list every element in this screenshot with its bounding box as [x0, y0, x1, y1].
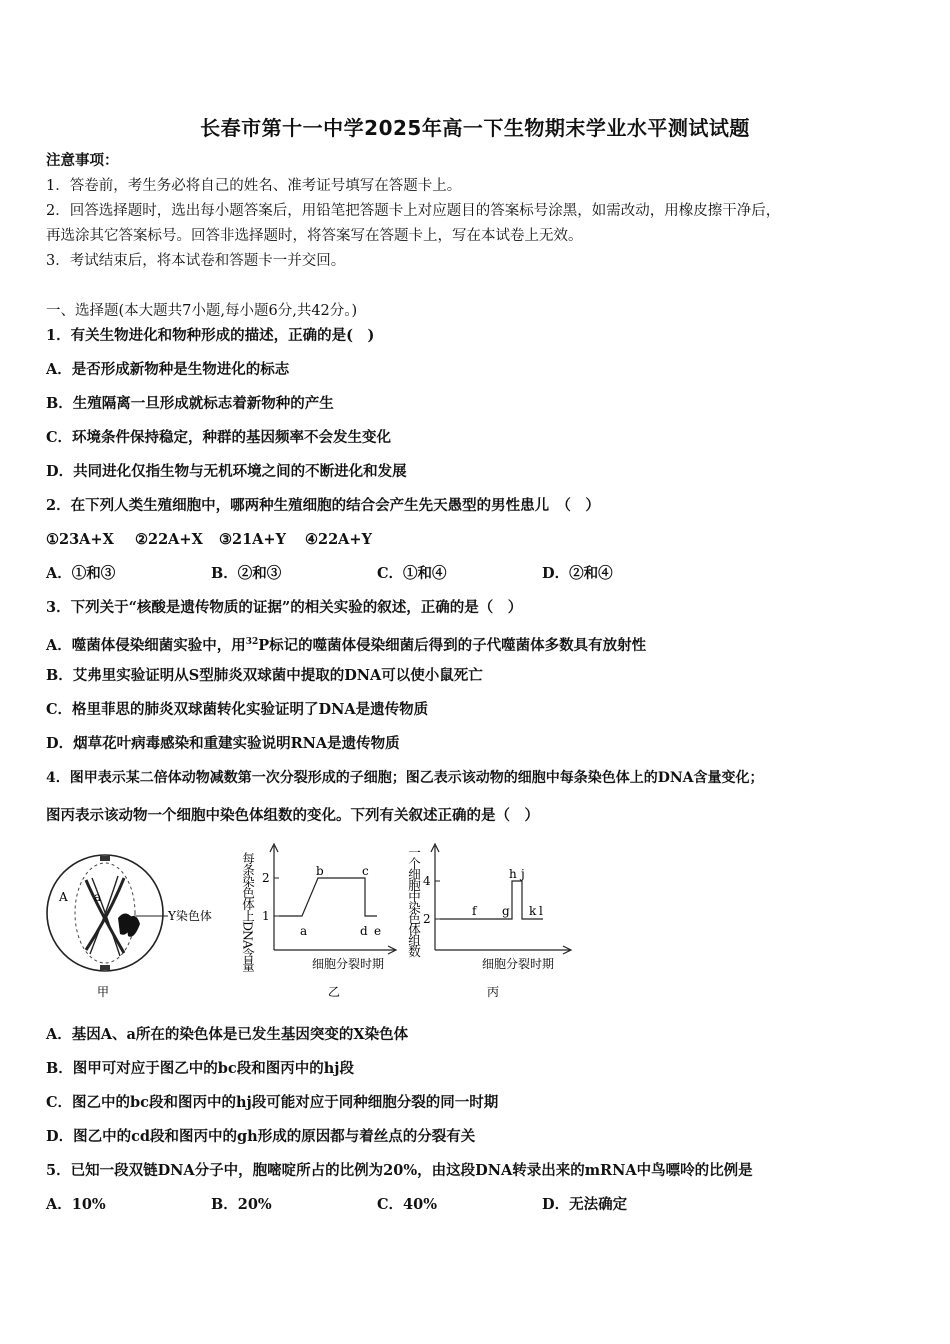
notice-heading: 注意事项：	[46, 152, 119, 169]
question-5-options	[46, 1195, 746, 1215]
question-4-stem: 4．图甲表示某二倍体动物减数第一次分裂形成的子细胞；图乙表示该动物的细胞中每条染色体上的DNA含量变化；	[46, 770, 764, 786]
question-5-option-d: D．无法确定	[542, 1196, 628, 1213]
bing-point-j: j	[521, 867, 525, 881]
cell-option: ③21A+Y	[219, 531, 286, 548]
yi-tick-2: 2	[262, 871, 270, 885]
bing-point-l: l	[539, 904, 543, 918]
question-3-stem: 3．下列关于“核酸是遗传物质的证据”的相关实验的叙述，正确的是（ ）	[46, 599, 523, 616]
yi-point-e: e	[374, 924, 382, 938]
question-5-option-b: B．20%	[211, 1196, 272, 1213]
bing-x-axis-label: 细胞分裂时期	[482, 957, 555, 971]
figure-caption-yi: 乙	[328, 985, 341, 999]
yi-tick-1: 1	[262, 909, 270, 923]
figure-caption-jia: 甲	[97, 985, 110, 999]
question-4-figure	[40, 838, 600, 1008]
bing-tick-2: 2	[423, 912, 431, 926]
question-2-stem: 2．在下列人类生殖细胞中，哪两种生殖细胞的结合会产生先天愚型的男性患儿 （ ）	[46, 497, 600, 514]
graph-yi	[241, 844, 397, 999]
question-4-option-c: C．图乙中的bc段和图丙中的hj段可能对应于同种细胞分裂的同一时期	[46, 1094, 499, 1111]
bing-y-axis-label: 一个细胞中染色体组数	[406, 846, 422, 956]
notice-item: 3．考试结束后，将本试卷和答题卡一并交回。	[46, 253, 346, 269]
question-3-option-d: D．烟草花叶病毒感染和重建实验说明RNA是遗传物质	[46, 735, 400, 752]
gene-label-A: A	[59, 890, 68, 904]
notice-item: 2．回答选择题时，选出每小题答案后，用铅笔把答题卡上对应题目的答案标号涂黑，如需改动，用橡皮擦干净后，	[46, 203, 781, 219]
yi-point-c: c	[362, 864, 369, 878]
cell-option: ②22A+X	[135, 531, 203, 548]
cell-option: ④22A+Y	[305, 531, 372, 548]
question-5-stem: 5．已知一段双链DNA分子中，胞嘧啶所占的比例为20%，由这段DNA转录出来的mRNA中鸟嘌呤的比例是	[46, 1162, 753, 1179]
question-1-stem: 1．有关生物进化和物种形成的描述，正确的是( )	[46, 327, 375, 344]
section-heading: 一、选择题(本大题共7小题,每小题6分,共42分。)	[46, 303, 358, 319]
question-3-option-b: B．艾弗里实验证明从S型肺炎双球菌中提取的DNA可以使小鼠死亡	[46, 667, 483, 684]
bing-point-h: h	[509, 867, 517, 881]
bing-point-f: f	[472, 904, 477, 918]
question-5-option-a: A．10%	[46, 1196, 106, 1213]
question-2-option-c: C．①和④	[377, 565, 447, 582]
question-2-option-b: B．②和③	[211, 565, 282, 582]
question-2-option-d: D．②和④	[542, 565, 613, 582]
yi-point-b: b	[316, 864, 324, 878]
cell-option: ①23A+X	[46, 531, 114, 548]
bing-point-k: k	[529, 904, 537, 918]
graph-bing	[407, 844, 572, 999]
bing-point-g: g	[502, 904, 510, 918]
question-2-option-a: A．①和③	[46, 565, 116, 582]
yi-x-axis-label: 细胞分裂时期	[312, 957, 385, 971]
y-chromosome-label: Y染色体	[168, 909, 212, 923]
page-title: 长春市第十一中学2025年高一下生物期末学业水平测试试题	[200, 116, 750, 140]
question-1-option-d: D．共同进化仅指生物与无机环境之间的不断进化和发展	[46, 463, 407, 480]
bing-tick-4: 4	[423, 874, 431, 888]
question-2-cells	[46, 530, 446, 550]
question-1-option-b: B．生殖隔离一旦形成就标志着新物种的产生	[46, 395, 334, 412]
question-4-option-b: B．图甲可对应于图乙中的bc段和图丙中的hj段	[46, 1060, 355, 1077]
question-5-option-c: C．40%	[377, 1196, 437, 1213]
question-3-option-a: A．噬菌体侵染细菌实验中，用$^{32}$P标记的噬菌体侵染细菌后得到的子代噬菌体多数具有放射性	[46, 636, 647, 654]
cell-diagram-jia	[47, 855, 212, 999]
notice-item: 1．答卷前，考生务必将自己的姓名、准考证号填写在答题卡上。	[46, 178, 462, 194]
question-4-option-d: D．图乙中的cd段和图丙中的gh形成的原因都与着丝点的分裂有关	[46, 1128, 476, 1145]
gene-label-a: a	[94, 890, 102, 904]
question-1-option-a: A．是否形成新物种是生物进化的标志	[46, 361, 290, 378]
question-1-option-c: C．环境条件保持稳定，种群的基因频率不会发生变化	[46, 429, 392, 446]
yi-point-a: a	[300, 924, 308, 938]
figure-caption-bing: 丙	[487, 985, 500, 999]
notice-item: 再选涂其它答案标号。回答非选择题时，将答案写在答题卡上，写在本试卷上无效。	[46, 228, 583, 244]
question-3-option-c: C．格里菲思的肺炎双球菌转化实验证明了DNA是遗传物质	[46, 701, 429, 718]
yi-point-d: d	[360, 924, 368, 938]
question-4-option-a: A．基因A、a所在的染色体是已发生基因突变的X染色体	[46, 1026, 409, 1043]
question-2-options	[46, 564, 746, 584]
yi-y-axis-label: 每条染色体上DNA含量	[240, 852, 256, 971]
question-4-stem-cont: 图丙表示该动物一个细胞中染色体组数的变化。下列有关叙述正确的是（ ）	[46, 807, 539, 824]
